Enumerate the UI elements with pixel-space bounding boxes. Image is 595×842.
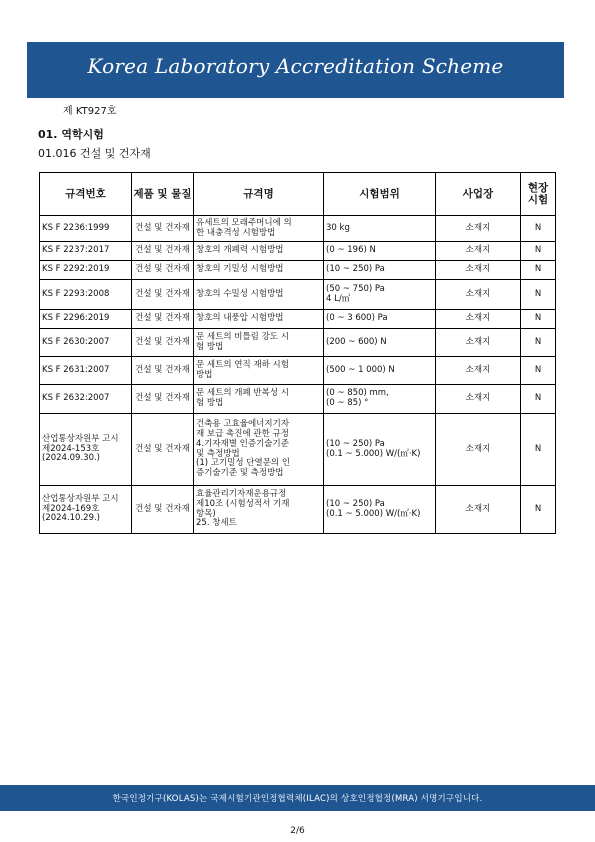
cell-onsite: N: [521, 280, 556, 310]
cell-test-range: 30 kg: [324, 216, 436, 242]
cell-test-range: (0 ~ 196) N: [324, 242, 436, 261]
header-standard-no: 규격번호: [40, 173, 132, 216]
cell-site: 소재지: [436, 385, 521, 414]
section-subtitle: 01.016 건설 및 건자재: [38, 147, 151, 160]
cell-onsite: N: [521, 414, 556, 486]
cell-test-range: (50 ~ 750) Pa 4 L/㎡: [324, 280, 436, 310]
cell-site: 소재지: [436, 310, 521, 329]
cell-product: 건설 및 건자재: [132, 242, 194, 261]
cell-onsite: N: [521, 486, 556, 534]
cell-site: 소재지: [436, 242, 521, 261]
cell-test-range: (10 ~ 250) Pa (0.1 ~ 5.000) W/(㎡·K): [324, 414, 436, 486]
cell-standard-no: KS F 2237:2017: [40, 242, 132, 261]
cell-standard-name: 문 세트의 비틀림 강도 시 험 방법: [194, 329, 324, 357]
table-row: [40, 280, 556, 310]
table-row: [40, 261, 556, 280]
cell-site: 소재지: [436, 261, 521, 280]
cell-test-range: (0 ~ 3 600) Pa: [324, 310, 436, 329]
header-site: 사업장: [436, 173, 521, 216]
header-title: Korea Laboratory Accreditation Scheme: [87, 54, 504, 78]
cell-standard-no: KS F 2293:2008: [40, 280, 132, 310]
cell-product: 건설 및 건자재: [132, 414, 194, 486]
header-standard-name: 규격명: [194, 173, 324, 216]
cell-site: 소재지: [436, 357, 521, 385]
cell-product: 건설 및 건자재: [132, 261, 194, 280]
section-title: 01. 역학시험: [38, 128, 104, 141]
header-onsite-test: 현장 시험: [521, 173, 556, 216]
cell-standard-no: 산업통상자원부 고시 제2024-169호 (2024.10.29.): [40, 486, 132, 534]
cell-standard-name: 창호의 수밀성 시험방법: [194, 280, 324, 310]
cell-standard-name: 효율관리기자재운용규정 제10조 (시험성적서 기재 항목) 25. 창세트: [194, 486, 324, 534]
cell-test-range: (10 ~ 250) Pa: [324, 261, 436, 280]
cell-standard-name: 문 세트의 연직 재하 시험 방법: [194, 357, 324, 385]
cell-standard-name: 창호의 기밀성 시험방법: [194, 261, 324, 280]
cell-site: 소재지: [436, 216, 521, 242]
cell-standard-name: 문 세트의 개폐 반복성 시 험 방법: [194, 385, 324, 414]
cell-standard-name: 창호의 내풍압 시험방법: [194, 310, 324, 329]
cell-product: 건설 및 건자재: [132, 385, 194, 414]
cell-test-range: (10 ~ 250) Pa (0.1 ~ 5.000) W/(㎡·K): [324, 486, 436, 534]
cell-test-range: (500 ~ 1 000) N: [324, 357, 436, 385]
cell-onsite: N: [521, 385, 556, 414]
cell-standard-no: KS F 2292:2019: [40, 261, 132, 280]
document-number: 제 KT927호: [63, 106, 117, 117]
cell-site: 소재지: [436, 329, 521, 357]
standards-table: [39, 172, 556, 534]
cell-product: 건설 및 건자재: [132, 357, 194, 385]
cell-standard-no: KS F 2296:2019: [40, 310, 132, 329]
cell-onsite: N: [521, 261, 556, 280]
cell-standard-no: KS F 2236:1999: [40, 216, 132, 242]
header-product: 제품 및 물질: [132, 173, 194, 216]
footer-text: 한국인정기구(KOLAS)는 국제시험기관인정협력체(ILAC)의 상호인정협정(MRA) 서명기구입니다.: [112, 794, 483, 804]
table-header-row: [40, 173, 556, 216]
footer-banner: [0, 785, 595, 811]
cell-onsite: N: [521, 310, 556, 329]
cell-onsite: N: [521, 329, 556, 357]
table-row: [40, 242, 556, 261]
cell-site: 소재지: [436, 486, 521, 534]
cell-product: 건설 및 건자재: [132, 310, 194, 329]
table-row: [40, 357, 556, 385]
cell-onsite: N: [521, 357, 556, 385]
table-row: [40, 216, 556, 242]
cell-standard-no: KS F 2630:2007: [40, 329, 132, 357]
table-row: [40, 310, 556, 329]
table-row: [40, 329, 556, 357]
cell-onsite: N: [521, 242, 556, 261]
cell-site: 소재지: [436, 414, 521, 486]
cell-standard-name: 유세트의 모래주머니에 의 한 내충격성 시험방법: [194, 216, 324, 242]
cell-test-range: (200 ~ 600) N: [324, 329, 436, 357]
cell-onsite: N: [521, 216, 556, 242]
cell-standard-no: KS F 2631:2007: [40, 357, 132, 385]
cell-site: 소재지: [436, 280, 521, 310]
header-banner: [27, 42, 564, 98]
page-number: 2/6: [290, 826, 305, 836]
cell-standard-name: 건축용 고효율에너지기자 재 보급 촉진에 관한 규정 4.기자재별 인증기술기준 및 측정방법 (1) 고기밀성 단열문의 인 증기술기준 및 측정방법: [194, 414, 324, 486]
cell-standard-no: KS F 2632:2007: [40, 385, 132, 414]
table-row: [40, 385, 556, 414]
cell-product: 건설 및 건자재: [132, 486, 194, 534]
cell-test-range: (0 ~ 850) mm, (0 ~ 85) °: [324, 385, 436, 414]
table-row: [40, 414, 556, 486]
cell-product: 건설 및 건자재: [132, 216, 194, 242]
cell-standard-no: 산업통상자원부 고시 제2024-153호 (2024.09.30.): [40, 414, 132, 486]
table-row: [40, 486, 556, 534]
cell-standard-name: 창호의 개폐력 시험방법: [194, 242, 324, 261]
cell-product: 건설 및 건자재: [132, 329, 194, 357]
header-test-range: 시험범위: [324, 173, 436, 216]
cell-product: 건설 및 건자재: [132, 280, 194, 310]
